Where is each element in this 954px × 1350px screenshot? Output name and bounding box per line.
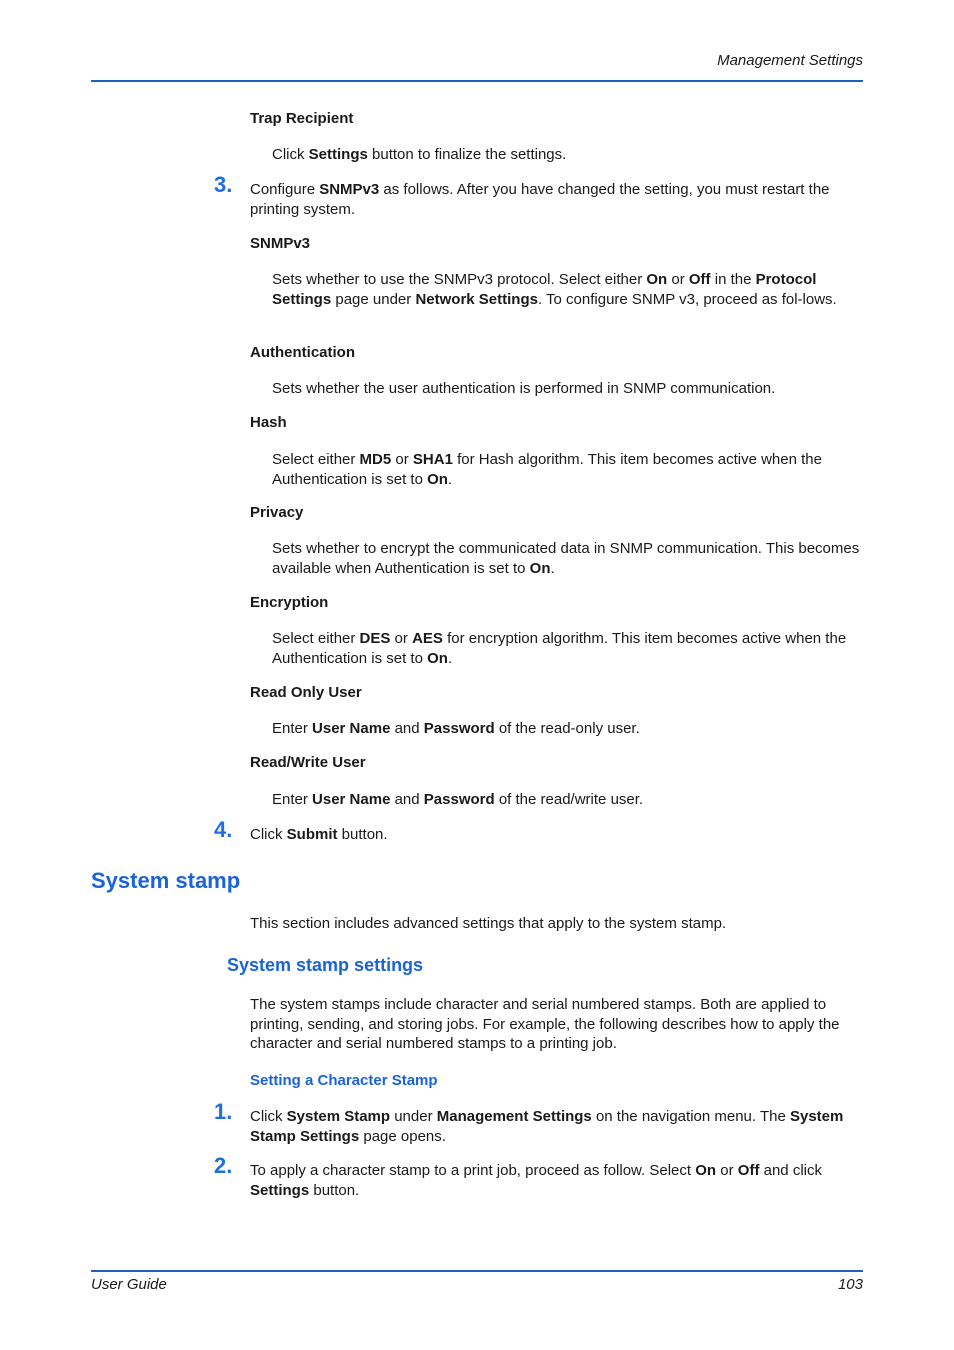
snmpv3-label: SNMPv3 [250, 235, 311, 252]
trap-recipient-text: Click Settings button to finalize the settings. [272, 146, 567, 163]
procedure-heading: Setting a Character Stamp [250, 1072, 438, 1089]
header-rule [91, 80, 863, 82]
bold-term: Off [688, 271, 711, 288]
subsection-description: The system stamps include character and serial numbered stamps. Both are applied to printing, sending, and storing jobs. For example, the following describes how to apply the character and serial numbered stamps to a printing job. [250, 996, 840, 1052]
bold-term: On [427, 470, 448, 488]
bold-term: User Name [312, 720, 391, 737]
hash-label: Hash [250, 414, 287, 431]
step-number-1: 1. [214, 1099, 233, 1124]
bold-term: SNMPv3 [319, 181, 380, 198]
bold-term: On [427, 649, 448, 667]
snmpv3-text: Sets whether to use the SNMPv3 protocol. Select either On or Off in the Protocol Settings page under Network Settings. To configure SNMP v3, proceed as fol-lows. [272, 271, 837, 308]
step-number-4: 4. [214, 817, 233, 842]
bold-term: Submit [286, 826, 338, 843]
bold-term: DES [359, 630, 391, 647]
encryption-label: Encryption [250, 594, 329, 611]
read-only-user-text: Enter User Name and Password of the read-only user. [272, 720, 640, 737]
bold-term: User Name [312, 791, 391, 808]
page-number: 103 [837, 1276, 863, 1293]
bold-term: Management Settings [436, 1108, 592, 1125]
step-number-3: 3. [214, 172, 233, 197]
bold-term: Settings [250, 1181, 310, 1199]
bold-term: Protocol Settings [272, 271, 817, 308]
section-intro: This section includes advanced settings that apply to the system stamp. [250, 915, 727, 932]
bold-term: On [695, 1162, 717, 1179]
section-heading: System stamp [91, 868, 241, 893]
read-write-user-label: Read/Write User [250, 754, 366, 771]
step-1-text: Click System Stamp under Management Settings on the navigation menu. The System Stamp Settings page opens. [250, 1108, 844, 1145]
privacy-text: Sets whether to encrypt the communicated data in SNMP communication. This becomes available when Authentication is set to On. [272, 540, 860, 577]
bold-term: On [646, 271, 668, 288]
authentication-text: Sets whether the user authentication is performed in SNMP communication. [272, 380, 776, 397]
running-header: Management Settings [717, 52, 863, 69]
trap-recipient-label: Trap Recipient [250, 110, 354, 127]
step-4-text: Click Submit button. [250, 826, 388, 843]
subsection-heading: System stamp settings [227, 955, 424, 975]
step-2-text: To apply a character stamp to a print job, proceed as follow. Select On or Off and click Settings button. [250, 1162, 822, 1199]
hash-text: Select either MD5 or SHA1 for Hash algorithm. This item becomes active when the Authentication is set to On. [272, 451, 822, 488]
read-write-user-text: Enter User Name and Password of the read/write user. [272, 791, 644, 808]
bold-term: Password [423, 720, 495, 737]
bold-term: Off [737, 1162, 760, 1179]
bold-term: On [529, 559, 551, 577]
privacy-label: Privacy [250, 504, 304, 521]
authentication-label: Authentication [250, 344, 355, 361]
read-only-user-label: Read Only User [250, 684, 362, 701]
bold-term: System Stamp [286, 1108, 391, 1125]
bold-term: AES [412, 630, 443, 647]
bold-term: Network Settings [415, 290, 538, 308]
bold-term: Settings [308, 146, 368, 163]
step-number-2: 2. [214, 1153, 233, 1178]
step-3-text: Configure SNMPv3 as follows. After you have changed the setting, you must restart the printing system. [250, 181, 830, 218]
footer-title: User Guide [91, 1276, 167, 1293]
bold-term: Password [423, 791, 495, 808]
bold-term: System Stamp Settings [250, 1108, 844, 1145]
bold-term: MD5 [359, 451, 392, 468]
bold-term: SHA1 [412, 451, 453, 468]
encryption-text: Select either DES or AES for encryption algorithm. This item becomes active when the Authentication is set to On. [272, 630, 847, 667]
footer-rule [91, 1270, 863, 1272]
